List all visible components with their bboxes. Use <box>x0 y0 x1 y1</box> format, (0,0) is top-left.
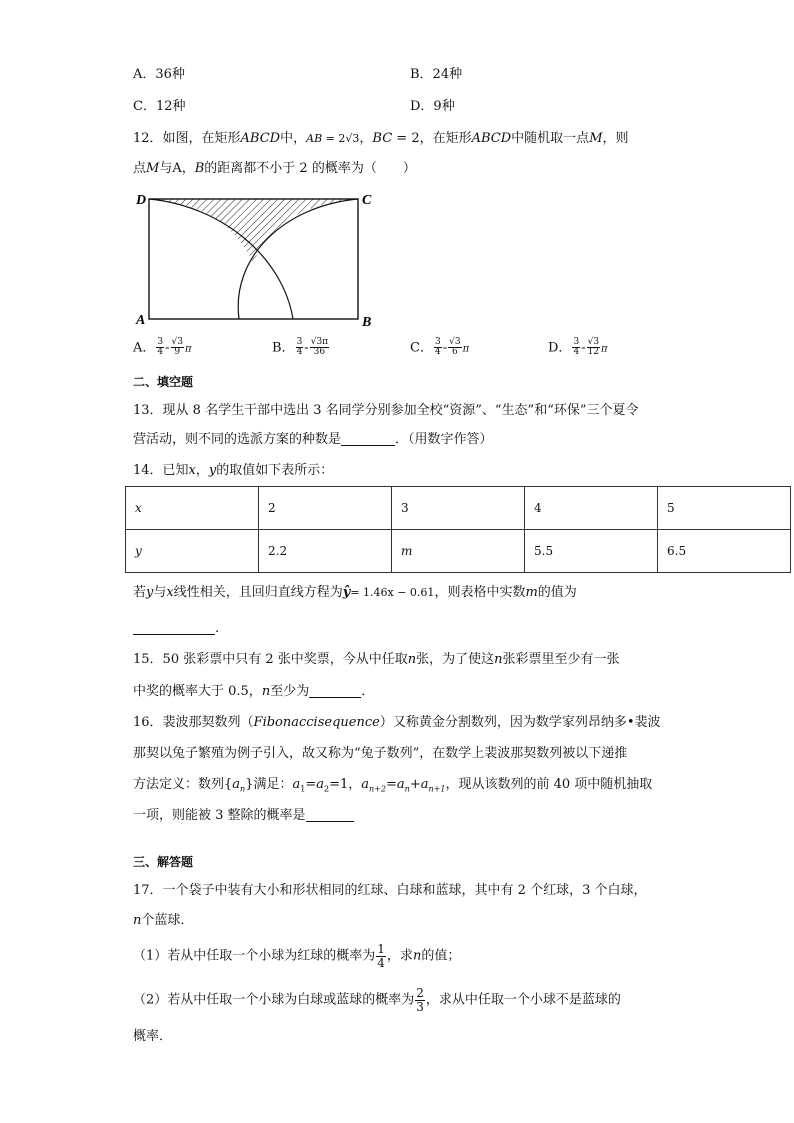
q12-option-a: A． $\frac{3}{4}$ - $\frac{√3}{9}$ π <box>133 337 192 358</box>
label-a: A <box>136 313 146 328</box>
q12-figure <box>133 188 383 328</box>
table-row <box>126 487 791 530</box>
table-cell: 6.5 <box>658 530 791 573</box>
q13-answer-blank <box>341 433 395 446</box>
q14-answer-blank <box>133 622 215 635</box>
label-d: D <box>136 193 147 208</box>
q14-value-table <box>125 486 791 573</box>
q16-line4: 一项，则能被 3 整除的概率是 <box>133 809 354 822</box>
q12-option-c: C． $\frac{3}{4}$ - $\frac{√3}{6}$ π <box>410 337 470 358</box>
q15-answer-blank <box>309 685 361 698</box>
q17-part2-end: 概率． <box>133 1029 173 1044</box>
table-cell: y <box>126 530 259 573</box>
table-row <box>126 530 791 573</box>
q14-intro: 14．已知x，y的取值如下表所示： <box>133 463 334 478</box>
q11-option-b: B．24种 <box>410 67 463 82</box>
label-b: B <box>362 315 372 328</box>
table-cell: 5 <box>658 487 791 530</box>
q16-line3: 方法定义：数列$\{a_n\}$满足：$a_1=a_2=1$，$a_{n+2}=a_n+a_{n+1}$，现从该数列的前 40 项中随机抽取 <box>133 777 653 794</box>
q12-option-d: D． $\frac{3}{4}$ - $\frac{√3}{12}$ π <box>548 337 608 358</box>
q12-line1: 12．如图，在矩形ABCD中，AB = 2√3，BC = 2，在矩形ABCD中随机取一点M，则 <box>133 131 629 146</box>
q17-part2: （2）若从中任取一个小球为白球或蓝球的概率为 $\frac{2}{3}$ ，求从中任取一个小球不是蓝球的 <box>133 986 621 1014</box>
q15-line1: 15．50 张彩票中只有 2 张中奖票，今从中任取n张，为了使这n张彩票里至少有一张 <box>133 652 620 667</box>
q17-part1: （1）若从中任取一个小球为红球的概率为 $\frac{1}{4}$ ，求n的值； <box>133 942 461 970</box>
section-heading-answer: 三、解答题 <box>133 855 194 869</box>
q14-condition: 若y与x线性相关，且回归直线方程为ŷ= 1.46x − 0.61，则表格中实数m的值为 <box>133 585 577 600</box>
q17-line2: n个蓝球． <box>133 913 194 928</box>
table-cell: 2.2 <box>259 530 392 573</box>
section-heading-fill-in: 二、填空题 <box>133 375 194 389</box>
q13-line2: 营活动，则不同的选派方案的种数是 ．（用数字作答） <box>133 432 493 447</box>
q11-option-a: A．36种 <box>133 67 185 82</box>
q12-line2: 点M与A，B的距离都不小于 2 的概率为（ ） <box>133 161 416 176</box>
table-cell: x <box>126 487 259 530</box>
shaded-region <box>149 199 358 263</box>
q14-answer-line: . <box>133 622 219 635</box>
q16-line1: 16．裴波那契数列（Fibonaccisequence）又称黄金分割数列，因为数学家列昂纳多•裴波 <box>133 715 661 730</box>
q13-line1: 13．现从 8 名学生干部中选出 3 名同学分别参加全校“资源”、“生态”和“环保”三个夏令 <box>133 403 639 418</box>
table-cell: 5.5 <box>525 530 658 573</box>
table-cell: 2 <box>259 487 392 530</box>
q15-line2: 中奖的概率大于 0.5，n至少为 ． <box>133 684 375 699</box>
q12-option-b: B． $\frac{3}{4}$ - $\frac{√3\pi}{36}$ <box>272 337 329 358</box>
q17-line1: 17．一个袋子中装有大小和形状相同的红球、白球和蓝球，其中有 2 个红球，3 个白球， <box>133 883 647 898</box>
q16-answer-blank <box>306 809 354 822</box>
q11-option-d: D．9种 <box>410 99 455 114</box>
label-c: C <box>362 193 372 208</box>
table-cell: 3 <box>392 487 525 530</box>
q16-line2: 那契以兔子繁殖为例子引入，故又称为“兔子数列”，在数学上裴波那契数列被以下递推 <box>133 746 628 761</box>
table-cell: 4 <box>525 487 658 530</box>
q11-option-c: C．12种 <box>133 99 186 114</box>
table-cell: m <box>392 530 525 573</box>
